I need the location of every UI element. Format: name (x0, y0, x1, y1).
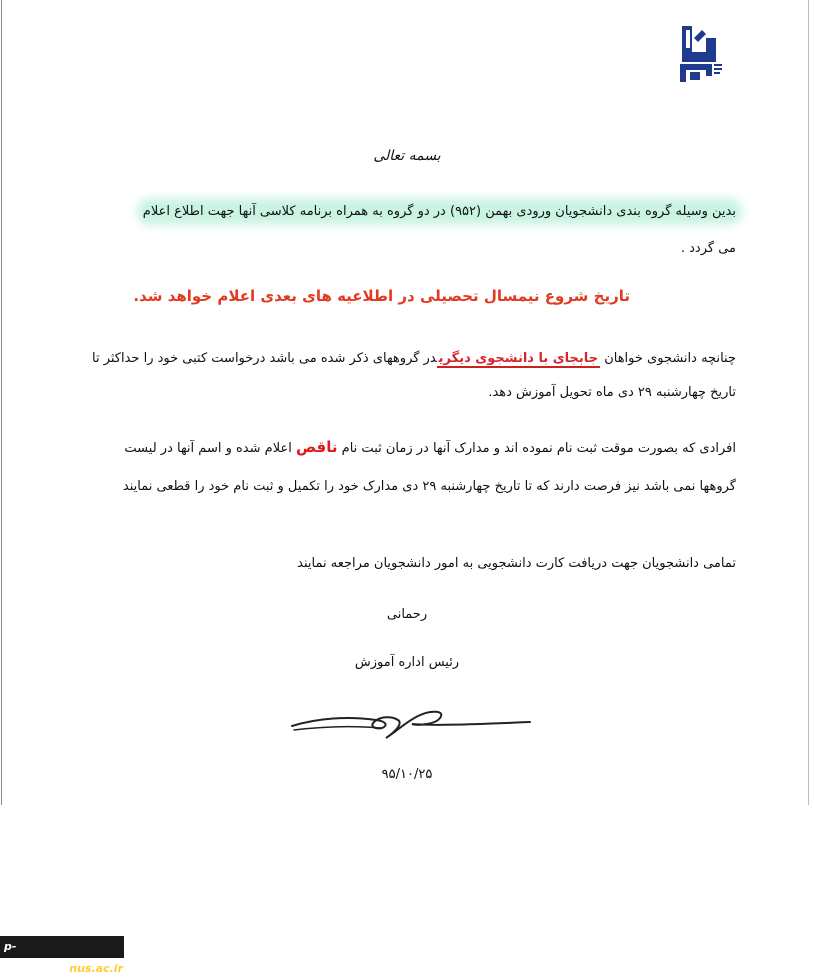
signatory-title: رئیس اداره آموزش (354, 655, 460, 670)
document-date: ۹۵/۱۰/۲۵ (381, 767, 433, 782)
paragraph-group-swap-after: در گروههای ذکر شده می باشد درخواست کتبی خود را حداکثر تا تاریخ چهارشنبه ۲۹ دی ماه تحویل آموزش دهد. (91, 351, 736, 400)
paragraph-incomplete-after: اعلام شده و اسم آنها در لیست گروهها نمی باشد نیز فرصت دارند که تا تاریخ چهارشنبه ۲۹ دی مدارک خود را تکمیل و ثبت نام خود را قطعی نمایند (122, 441, 736, 494)
paragraph-grouping-line2: می گردد . (680, 241, 736, 256)
watermark-part2: nus.ac.ir (69, 962, 124, 975)
paragraph-grouping-line1: بدین وسیله گروه بندی دانشجویان ورودی بهمن (۹۵۲) در دو گروه به همراه برنامه کلاسی آنها جهت اطلاع اعلام (142, 204, 736, 219)
university-logo-icon (672, 24, 724, 84)
paragraph-grouping (92, 193, 736, 267)
paragraph-group-swap (92, 342, 736, 410)
site-watermark (0, 936, 124, 975)
incomplete-highlight: ناقص (295, 438, 338, 456)
basmala-heading: بسمه تعالی (373, 148, 441, 164)
paragraph-incomplete-before: افرادی که بصورت موقت ثبت نام نموده اند و مدارک آنها در زمان ثبت نام (337, 441, 736, 456)
paragraph-incomplete-docs (92, 428, 736, 506)
page-right-border (808, 0, 809, 805)
group-swap-highlight: جابجای با دانشجوی دیگری (438, 351, 599, 366)
handwritten-signature (288, 700, 534, 742)
semester-start-notice: تاریخ شروع نیمسال تحصیلی در اطلاعیه های بعدی اعلام خواهد شد. (133, 287, 630, 305)
paragraph-group-swap-before: چنانچه دانشجوی خواهان (600, 351, 736, 366)
signatory-name: رحمانی (386, 607, 428, 622)
page-left-border (1, 0, 2, 805)
watermark-part1: p-safadasht. (4, 940, 70, 975)
paragraph-student-card: تمامی دانشجویان جهت دریافت کارت دانشجویی به امور دانشجویان مراجعه نمایند (297, 556, 736, 571)
